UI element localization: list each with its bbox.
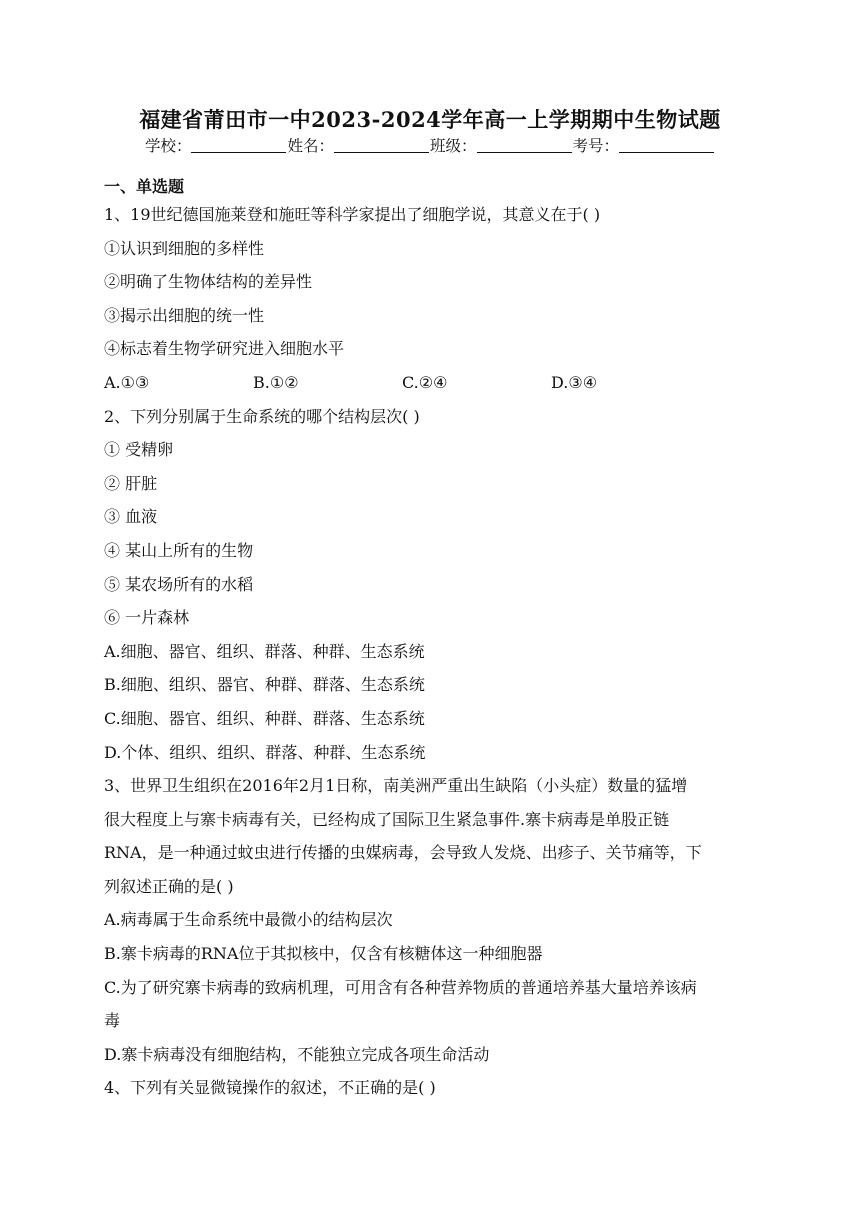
statement-item: ⑥ 一片森林 xyxy=(104,608,190,628)
class-label: 班级： xyxy=(430,137,477,155)
class-blank[interactable] xyxy=(477,138,572,153)
option-c-continued: 毒 xyxy=(104,1011,121,1031)
option-c[interactable]: C.②④ xyxy=(402,372,448,392)
statement-item: ①认识到细胞的多样性 xyxy=(104,238,265,258)
option-d[interactable]: D.个体、组织、组织、群落、种群、生态系统 xyxy=(104,742,426,762)
option-b[interactable]: B.细胞、组织、器官、种群、群落、生态系统 xyxy=(104,675,425,695)
option-b[interactable]: B.①② xyxy=(253,372,299,392)
question-list xyxy=(104,176,754,1105)
question-stem: 列叙述正确的是( ) xyxy=(104,876,234,896)
statement-item: ③揭示出细胞的统一性 xyxy=(104,305,265,325)
question-stem: 1、19世纪德国施莱登和施旺等科学家提出了细胞学说，其意义在于( ) xyxy=(104,205,601,224)
option-c[interactable]: C.为了研究寨卡病毒的致病机理，可用含有各种营养物质的普通培养基大量培养该病 xyxy=(104,977,697,997)
name-blank[interactable] xyxy=(334,138,429,153)
question-stem: 很大程度上与寨卡病毒有关，已经构成了国际卫生紧急事件.寨卡病毒是单股正链 xyxy=(104,809,670,829)
student-info-line xyxy=(0,134,860,156)
question-stem: 3、世界卫生组织在2016年2月1日称，南美洲严重出生缺陷（小头症）数量的猛增 xyxy=(104,776,688,796)
option-d[interactable]: D.③④ xyxy=(551,372,598,392)
statement-item: ⑤ 某农场所有的水稻 xyxy=(104,574,254,594)
option-c[interactable]: C.细胞、器官、组织、种群、群落、生态系统 xyxy=(104,708,425,728)
statement-item: ②明确了生物体结构的差异性 xyxy=(104,272,313,292)
question-stem: 2、下列分别属于生命系统的哪个结构层次( ) xyxy=(104,406,420,426)
exam-number-blank[interactable] xyxy=(619,138,714,153)
document-title: 福建省莆田市一中2023-2024学年高一上学期期中生物试题 xyxy=(139,107,721,132)
statement-item: ① 受精卵 xyxy=(104,440,174,460)
question-stem: RNA，是一种通过蚊虫进行传播的虫媒病毒，会导致人发烧、出疹子、关节痛等，下 xyxy=(104,843,702,863)
statement-item: ③ 血液 xyxy=(104,507,158,527)
answer-options xyxy=(104,366,754,400)
question-3 xyxy=(104,769,754,1071)
statement-item: ④标志着生物学研究进入细胞水平 xyxy=(104,339,345,359)
option-a[interactable]: A.细胞、器官、组织、群落、种群、生态系统 xyxy=(104,641,425,661)
option-a[interactable]: A.病毒属于生命系统中最微小的结构层次 xyxy=(104,910,393,930)
question-2 xyxy=(104,400,754,770)
question-4 xyxy=(104,1071,754,1105)
option-b[interactable]: B.寨卡病毒的RNA位于其拟核中，仅含有核糖体这一种细胞器 xyxy=(104,944,543,964)
school-label: 学校： xyxy=(144,137,192,155)
question-1 xyxy=(104,198,754,400)
school-blank[interactable] xyxy=(191,138,286,153)
statement-item: ④ 某山上所有的生物 xyxy=(104,540,254,560)
option-a[interactable]: A.①③ xyxy=(104,372,150,392)
option-d[interactable]: D.寨卡病毒没有细胞结构，不能独立完成各项生命活动 xyxy=(104,1044,490,1064)
name-label: 姓名： xyxy=(287,137,334,155)
exam-number-label: 考号： xyxy=(572,137,620,155)
question-stem: 4、下列有关显微镜操作的叙述，不正确的是( ) xyxy=(104,1078,436,1098)
statement-item: ② 肝脏 xyxy=(104,473,158,493)
section-heading: 一、单选题 xyxy=(104,177,185,196)
